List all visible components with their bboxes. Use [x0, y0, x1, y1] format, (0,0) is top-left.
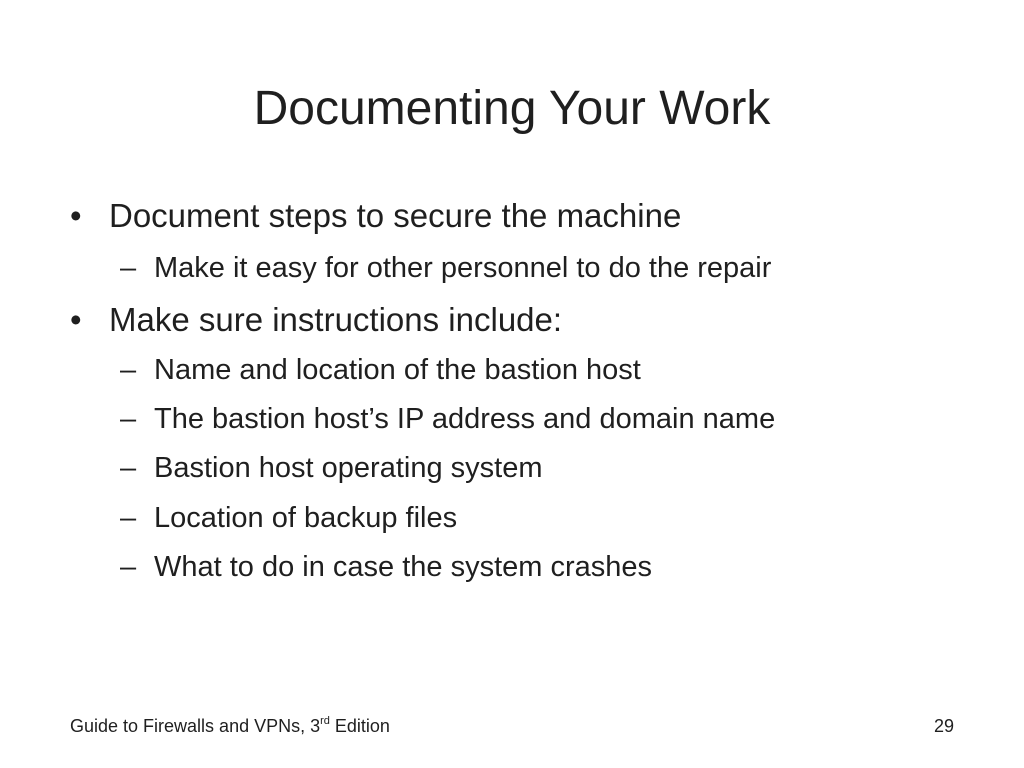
bullet-text: Document steps to secure the machine	[109, 197, 682, 234]
sub-bullet-text: Location of backup files	[154, 502, 458, 534]
sub-bullet-item	[120, 500, 980, 536]
bullet-item	[70, 300, 970, 340]
bullet-text: Make sure instructions include:	[109, 301, 563, 338]
dash-marker: –	[120, 252, 137, 284]
sub-bullet-text: Make it easy for other personnel to do the repair	[154, 252, 772, 284]
sub-bullet-text: Name and location of the bastion host	[154, 354, 641, 386]
footer-book-prefix: Guide to Firewalls and VPNs, 3	[70, 716, 321, 736]
sub-bullet-text: Bastion host operating system	[154, 452, 543, 484]
footer-book-title	[70, 715, 390, 737]
page-number: 29	[933, 716, 954, 736]
sub-bullet-item	[120, 401, 980, 437]
bullet-item	[70, 196, 970, 236]
sub-bullet-text: The bastion host’s IP address and domain name	[154, 403, 776, 435]
slide-title: Documenting Your Work	[253, 82, 771, 135]
dash-marker: –	[120, 403, 137, 435]
footer-edition-superscript: rd	[320, 715, 330, 727]
sub-bullet-item	[120, 450, 980, 486]
sub-bullet-item	[120, 250, 980, 286]
dash-marker: –	[120, 452, 137, 484]
bullet-marker: •	[70, 197, 82, 234]
sub-bullet-text: What to do in case the system crashes	[154, 551, 653, 583]
sub-bullet-item	[120, 352, 980, 388]
dash-marker: –	[120, 551, 137, 583]
footer-book-suffix: Edition	[329, 716, 390, 736]
dash-marker: –	[120, 354, 137, 386]
bullet-marker: •	[70, 301, 82, 338]
sub-bullet-item	[120, 549, 980, 585]
dash-marker: –	[120, 502, 137, 534]
